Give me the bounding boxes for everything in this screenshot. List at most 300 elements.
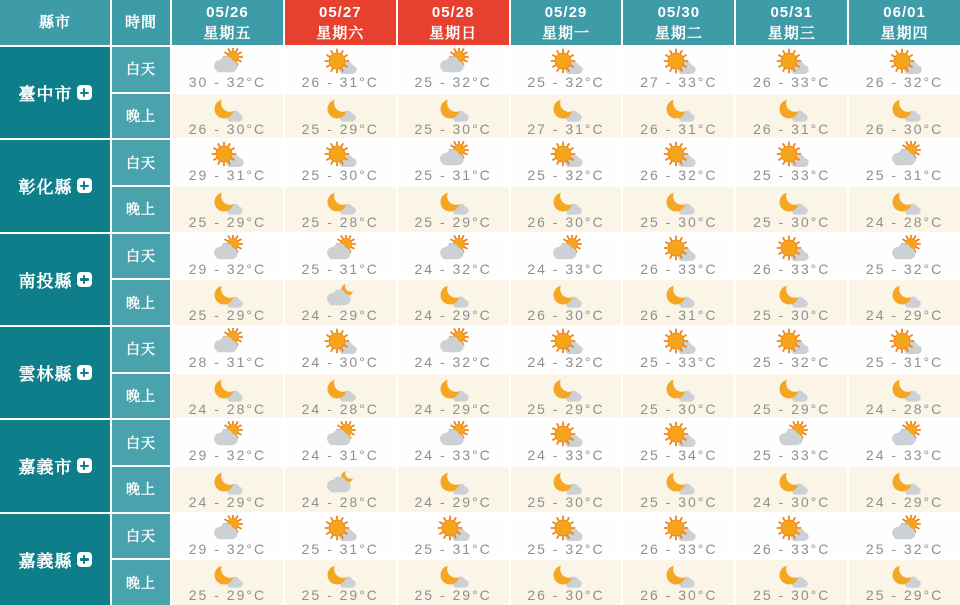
weather-cell <box>511 560 622 605</box>
clear-night-icon <box>317 375 363 402</box>
weather-cell <box>736 140 847 185</box>
partly-cloudy-icon <box>204 48 250 75</box>
temperature-range: 24 - 33°C <box>527 260 605 277</box>
clear-night-icon <box>656 281 702 308</box>
weather-cell <box>285 327 396 372</box>
temperature-range: 26 - 32°C <box>640 167 718 184</box>
partly-cloudy-icon <box>430 421 476 448</box>
date-label: 05/27 <box>319 3 362 21</box>
clear-night-icon <box>656 95 702 122</box>
partly-cloudy-icon <box>317 421 363 448</box>
mostly-sunny-icon <box>543 421 589 448</box>
temperature-range: 24 - 30°C <box>753 494 831 510</box>
clear-night-icon <box>543 188 589 215</box>
weather-cell <box>849 234 960 279</box>
temperature-range: 26 - 33°C <box>753 260 831 277</box>
mostly-sunny-icon <box>769 48 815 75</box>
weather-cell <box>849 327 960 372</box>
row-label-day <box>112 140 170 185</box>
row-label-night <box>112 280 170 325</box>
temperature-range: 24 - 29°C <box>414 494 492 510</box>
partly-cloudy-icon <box>882 141 928 168</box>
weather-cell <box>849 374 960 419</box>
night-row-label: 晚上 <box>126 294 156 311</box>
clear-night-icon <box>769 375 815 402</box>
weather-cell <box>623 327 734 372</box>
weather-cell <box>398 560 509 605</box>
day-row-label: 白天 <box>126 434 156 451</box>
temperature-range: 25 - 32°C <box>527 167 605 184</box>
temperature-range: 29 - 31°C <box>188 167 267 184</box>
time-header-cell <box>112 0 170 45</box>
weather-cell <box>285 140 396 185</box>
temperature-range: 25 - 29°C <box>865 587 944 604</box>
city-name: 臺中市 <box>18 85 73 105</box>
temperature-range: 25 - 30°C <box>640 400 718 417</box>
clear-night-icon <box>543 561 589 588</box>
clear-night-icon <box>543 281 589 308</box>
partly-cloudy-icon <box>204 235 250 262</box>
weather-cell <box>511 467 622 512</box>
time-header-label: 時間 <box>124 14 157 31</box>
weather-cell <box>623 467 734 512</box>
weather-cell <box>398 47 509 92</box>
day-row-label: 白天 <box>126 341 156 358</box>
weather-cell <box>623 514 734 559</box>
weather-cell <box>623 187 734 232</box>
expand-city-icon[interactable] <box>77 178 92 193</box>
row-label-day <box>112 234 170 279</box>
temperature-range: 24 - 28°C <box>865 214 944 230</box>
weather-cell <box>285 374 396 419</box>
weather-cell <box>736 94 847 139</box>
weather-cell <box>398 140 509 185</box>
weather-cell <box>172 374 283 419</box>
temperature-range: 26 - 33°C <box>640 260 718 277</box>
clear-night-icon <box>543 375 589 402</box>
weather-cell <box>511 420 622 465</box>
weather-cell <box>623 140 734 185</box>
mostly-sunny-icon <box>656 235 702 262</box>
partly-cloudy-icon <box>430 328 476 355</box>
weather-cell <box>398 234 509 279</box>
mostly-sunny-icon <box>769 141 815 168</box>
weather-cell <box>623 280 734 325</box>
weather-cell <box>849 514 960 559</box>
weather-cell <box>736 374 847 419</box>
city-name: 嘉義縣 <box>18 551 73 571</box>
clear-night-icon <box>769 561 815 588</box>
weather-cell <box>511 47 622 92</box>
weather-cell <box>623 420 734 465</box>
weather-cell <box>172 94 283 139</box>
weather-cell <box>736 514 847 559</box>
mostly-sunny-icon <box>656 141 702 168</box>
temperature-range: 25 - 33°C <box>753 447 831 464</box>
mostly-sunny-icon <box>769 235 815 262</box>
temperature-range: 26 - 30°C <box>527 587 605 604</box>
weather-cell <box>172 234 283 279</box>
date-header-05-30 <box>623 0 734 45</box>
temperature-range: 25 - 29°C <box>414 587 492 604</box>
weather-cell <box>172 514 283 559</box>
temperature-range: 30 - 32°C <box>188 74 267 90</box>
mostly-sunny-icon <box>317 48 363 75</box>
temperature-range: 27 - 31°C <box>527 120 605 137</box>
weather-cell <box>849 467 960 512</box>
partly-cloudy-icon <box>317 235 363 262</box>
temperature-range: 25 - 29°C <box>188 307 267 324</box>
clear-night-icon <box>882 188 928 215</box>
date-header-05-28 <box>398 0 509 45</box>
clear-night-icon <box>882 561 928 588</box>
temperature-range: 24 - 32°C <box>527 354 605 370</box>
weather-cell <box>736 47 847 92</box>
temperature-range: 24 - 29°C <box>865 307 944 324</box>
city-cell-1[interactable] <box>0 140 110 231</box>
weekday-label: 星期六 <box>316 24 365 42</box>
weather-cell <box>511 280 622 325</box>
date-label: 05/26 <box>206 3 249 21</box>
weather-cell <box>285 467 396 512</box>
weather-cell <box>623 374 734 419</box>
temperature-range: 25 - 29°C <box>188 214 267 230</box>
temperature-range: 24 - 29°C <box>188 494 267 510</box>
weather-cell <box>285 234 396 279</box>
weather-cell <box>623 47 734 92</box>
night-row-label: 晚上 <box>126 387 156 404</box>
county-header-cell <box>0 0 110 45</box>
temperature-range: 24 - 30°C <box>301 354 379 370</box>
temperature-range: 29 - 32°C <box>188 540 267 557</box>
date-label: 06/01 <box>883 3 926 21</box>
clear-night-icon <box>317 188 363 215</box>
weather-cell <box>511 374 622 419</box>
city-name: 南投縣 <box>18 271 73 291</box>
county-header-label: 縣市 <box>38 14 71 31</box>
expand-city-icon[interactable] <box>77 85 92 100</box>
weather-cell <box>623 234 734 279</box>
clear-night-icon <box>656 188 702 215</box>
night-row-label: 晚上 <box>126 574 156 591</box>
expand-city-icon[interactable] <box>77 365 92 380</box>
temperature-range: 25 - 29°C <box>301 587 379 604</box>
temperature-range: 25 - 31°C <box>865 167 944 184</box>
clear-night-icon <box>317 561 363 588</box>
partly-cloudy-icon <box>204 328 250 355</box>
clear-night-icon <box>204 95 250 122</box>
weather-cell <box>285 420 396 465</box>
weather-cell <box>285 280 396 325</box>
clear-night-icon <box>430 561 476 588</box>
temperature-range: 24 - 28°C <box>188 400 267 417</box>
clear-night-icon <box>204 188 250 215</box>
weather-cell <box>285 94 396 139</box>
day-row-label: 白天 <box>126 527 156 544</box>
weather-cell <box>736 187 847 232</box>
temperature-range: 24 - 33°C <box>527 447 605 464</box>
clear-night-icon <box>430 95 476 122</box>
mostly-sunny-icon <box>656 515 702 542</box>
day-row-label: 白天 <box>126 61 156 78</box>
day-row-label: 白天 <box>126 154 156 171</box>
weather-cell <box>285 187 396 232</box>
city-cell-2[interactable] <box>0 234 110 325</box>
temperature-range: 26 - 30°C <box>640 587 718 604</box>
night-row-label: 晚上 <box>126 481 156 498</box>
mostly-sunny-icon <box>543 48 589 75</box>
clear-night-icon <box>543 468 589 495</box>
temperature-range: 25 - 31°C <box>865 354 944 370</box>
mostly-sunny-icon <box>656 48 702 75</box>
weather-cell <box>398 327 509 372</box>
temperature-range: 26 - 31°C <box>301 74 379 90</box>
weather-cell <box>285 560 396 605</box>
cloudy-night-icon <box>317 281 363 308</box>
weather-cell <box>172 560 283 605</box>
weekday-label: 星期四 <box>880 24 929 42</box>
temperature-range: 26 - 32°C <box>865 74 944 90</box>
mostly-sunny-icon <box>317 515 363 542</box>
clear-night-icon <box>430 468 476 495</box>
partly-cloudy-icon <box>769 421 815 448</box>
temperature-range: 25 - 34°C <box>640 447 718 464</box>
temperature-range: 25 - 30°C <box>640 494 718 510</box>
night-row-label: 晚上 <box>126 201 156 218</box>
weather-cell <box>623 560 734 605</box>
weather-cell <box>849 140 960 185</box>
mostly-sunny-icon <box>882 48 928 75</box>
expand-city-icon[interactable] <box>77 458 92 473</box>
row-label-night <box>112 374 170 419</box>
partly-cloudy-icon <box>543 235 589 262</box>
weather-cell <box>285 514 396 559</box>
temperature-range: 25 - 30°C <box>753 587 831 604</box>
weather-cell <box>511 514 622 559</box>
row-label-night <box>112 560 170 605</box>
temperature-range: 24 - 32°C <box>414 260 492 277</box>
clear-night-icon <box>769 188 815 215</box>
clear-night-icon <box>882 281 928 308</box>
row-label-day <box>112 514 170 559</box>
weather-cell <box>398 187 509 232</box>
weather-cell <box>398 420 509 465</box>
temperature-range: 25 - 33°C <box>753 167 831 184</box>
mostly-sunny-icon <box>543 515 589 542</box>
temperature-range: 24 - 28°C <box>301 494 379 510</box>
city-cell-5[interactable] <box>0 514 110 605</box>
temperature-range: 24 - 33°C <box>865 447 944 464</box>
mostly-sunny-icon <box>882 328 928 355</box>
weekday-label: 星期五 <box>203 24 252 42</box>
weather-cell <box>398 280 509 325</box>
weather-cell <box>398 374 509 419</box>
temperature-range: 27 - 33°C <box>640 74 718 90</box>
temperature-range: 25 - 30°C <box>301 167 379 184</box>
weather-cell <box>172 280 283 325</box>
city-cell-0[interactable] <box>0 47 110 138</box>
temperature-range: 25 - 32°C <box>527 540 605 557</box>
weather-cell <box>849 94 960 139</box>
weather-cell <box>285 47 396 92</box>
weather-cell <box>398 94 509 139</box>
city-cell-4[interactable] <box>0 420 110 511</box>
clear-night-icon <box>204 468 250 495</box>
clear-night-icon <box>656 561 702 588</box>
cloudy-night-icon <box>317 468 363 495</box>
expand-city-icon[interactable] <box>77 272 92 287</box>
weather-cell <box>736 420 847 465</box>
city-name: 雲林縣 <box>18 365 73 385</box>
clear-night-icon <box>769 281 815 308</box>
clear-night-icon <box>769 468 815 495</box>
temperature-range: 25 - 29°C <box>753 400 831 417</box>
temperature-range: 25 - 32°C <box>753 354 831 370</box>
clear-night-icon <box>204 281 250 308</box>
mostly-sunny-icon <box>656 328 702 355</box>
temperature-range: 25 - 29°C <box>188 587 267 604</box>
temperature-range: 25 - 30°C <box>640 214 718 230</box>
mostly-sunny-icon <box>543 328 589 355</box>
temperature-range: 25 - 30°C <box>753 214 831 230</box>
temperature-range: 26 - 30°C <box>188 120 267 137</box>
clear-night-icon <box>882 375 928 402</box>
temperature-range: 24 - 32°C <box>414 354 492 370</box>
temperature-range: 25 - 32°C <box>865 260 944 277</box>
temperature-range: 25 - 32°C <box>414 74 492 90</box>
weather-cell <box>736 560 847 605</box>
temperature-range: 24 - 29°C <box>301 307 379 324</box>
weather-cell <box>849 47 960 92</box>
clear-night-icon <box>430 375 476 402</box>
weather-cell <box>736 234 847 279</box>
city-cell-3[interactable] <box>0 327 110 418</box>
weather-cell <box>511 140 622 185</box>
clear-night-icon <box>317 95 363 122</box>
temperature-range: 24 - 33°C <box>414 447 492 464</box>
temperature-range: 24 - 29°C <box>865 494 944 510</box>
partly-cloudy-icon <box>204 515 250 542</box>
temperature-range: 25 - 33°C <box>640 354 718 370</box>
weather-cell <box>511 234 622 279</box>
row-label-day <box>112 47 170 92</box>
temperature-range: 26 - 33°C <box>753 74 831 90</box>
expand-city-icon[interactable] <box>77 552 92 567</box>
weather-cell <box>172 187 283 232</box>
mostly-sunny-icon <box>430 515 476 542</box>
temperature-range: 26 - 33°C <box>640 540 718 557</box>
temperature-range: 29 - 32°C <box>188 447 267 464</box>
date-label: 05/28 <box>431 3 475 21</box>
clear-night-icon <box>656 468 702 495</box>
weather-cell <box>511 94 622 139</box>
row-label-day <box>112 327 170 372</box>
clear-night-icon <box>430 188 476 215</box>
date-header-05-26 <box>172 0 283 45</box>
temperature-range: 25 - 30°C <box>753 307 831 324</box>
weekday-label: 星期日 <box>429 24 478 42</box>
clear-night-icon <box>543 95 589 122</box>
mostly-sunny-icon <box>204 141 250 168</box>
temperature-range: 25 - 29°C <box>527 400 605 417</box>
weather-cell <box>849 560 960 605</box>
mostly-sunny-icon <box>656 421 702 448</box>
temperature-range: 25 - 32°C <box>527 74 605 90</box>
city-name: 彰化縣 <box>18 178 73 198</box>
temperature-range: 25 - 31°C <box>301 260 379 277</box>
partly-cloudy-icon <box>882 515 928 542</box>
weather-cell <box>172 140 283 185</box>
temperature-range: 26 - 30°C <box>865 120 944 137</box>
temperature-range: 25 - 31°C <box>414 167 492 184</box>
temperature-range: 26 - 30°C <box>527 307 605 324</box>
partly-cloudy-icon <box>430 141 476 168</box>
mostly-sunny-icon <box>769 328 815 355</box>
temperature-range: 28 - 31°C <box>188 354 267 370</box>
temperature-range: 24 - 28°C <box>865 400 944 417</box>
date-header-06-01 <box>849 0 960 45</box>
partly-cloudy-icon <box>430 235 476 262</box>
mostly-sunny-icon <box>317 141 363 168</box>
clear-night-icon <box>882 95 928 122</box>
date-header-05-29 <box>511 0 622 45</box>
row-label-night <box>112 467 170 512</box>
weather-cell <box>849 187 960 232</box>
date-label: 05/31 <box>770 3 813 21</box>
clear-night-icon <box>656 375 702 402</box>
weather-cell <box>398 514 509 559</box>
temperature-range: 25 - 28°C <box>301 214 379 230</box>
partly-cloudy-icon <box>882 421 928 448</box>
weather-cell <box>398 467 509 512</box>
temperature-range: 25 - 30°C <box>414 120 492 137</box>
date-header-05-31 <box>736 0 847 45</box>
weather-cell <box>172 327 283 372</box>
row-label-day <box>112 420 170 465</box>
partly-cloudy-icon <box>882 235 928 262</box>
temperature-range: 26 - 31°C <box>753 120 831 137</box>
temperature-range: 25 - 29°C <box>301 120 379 137</box>
day-row-label: 白天 <box>126 247 156 264</box>
clear-night-icon <box>882 468 928 495</box>
row-label-night <box>112 94 170 139</box>
partly-cloudy-icon <box>204 421 250 448</box>
clear-night-icon <box>204 375 250 402</box>
date-header-05-27 <box>285 0 396 45</box>
clear-night-icon <box>204 561 250 588</box>
night-row-label: 晚上 <box>126 107 156 124</box>
weather-cell <box>172 467 283 512</box>
weather-cell <box>511 187 622 232</box>
temperature-range: 25 - 29°C <box>414 214 492 230</box>
weather-cell <box>736 327 847 372</box>
temperature-range: 24 - 29°C <box>414 400 492 417</box>
weather-cell <box>736 280 847 325</box>
weekday-label: 星期三 <box>767 24 816 42</box>
temperature-range: 24 - 28°C <box>301 400 379 417</box>
temperature-range: 25 - 31°C <box>301 540 379 557</box>
weather-cell <box>849 280 960 325</box>
clear-night-icon <box>769 95 815 122</box>
clear-night-icon <box>430 281 476 308</box>
temperature-range: 25 - 32°C <box>865 540 944 557</box>
weather-cell <box>849 420 960 465</box>
temperature-range: 24 - 31°C <box>301 447 379 464</box>
weather-cell <box>736 467 847 512</box>
mostly-sunny-icon <box>543 141 589 168</box>
temperature-range: 26 - 31°C <box>640 307 718 324</box>
date-label: 05/30 <box>657 3 701 21</box>
